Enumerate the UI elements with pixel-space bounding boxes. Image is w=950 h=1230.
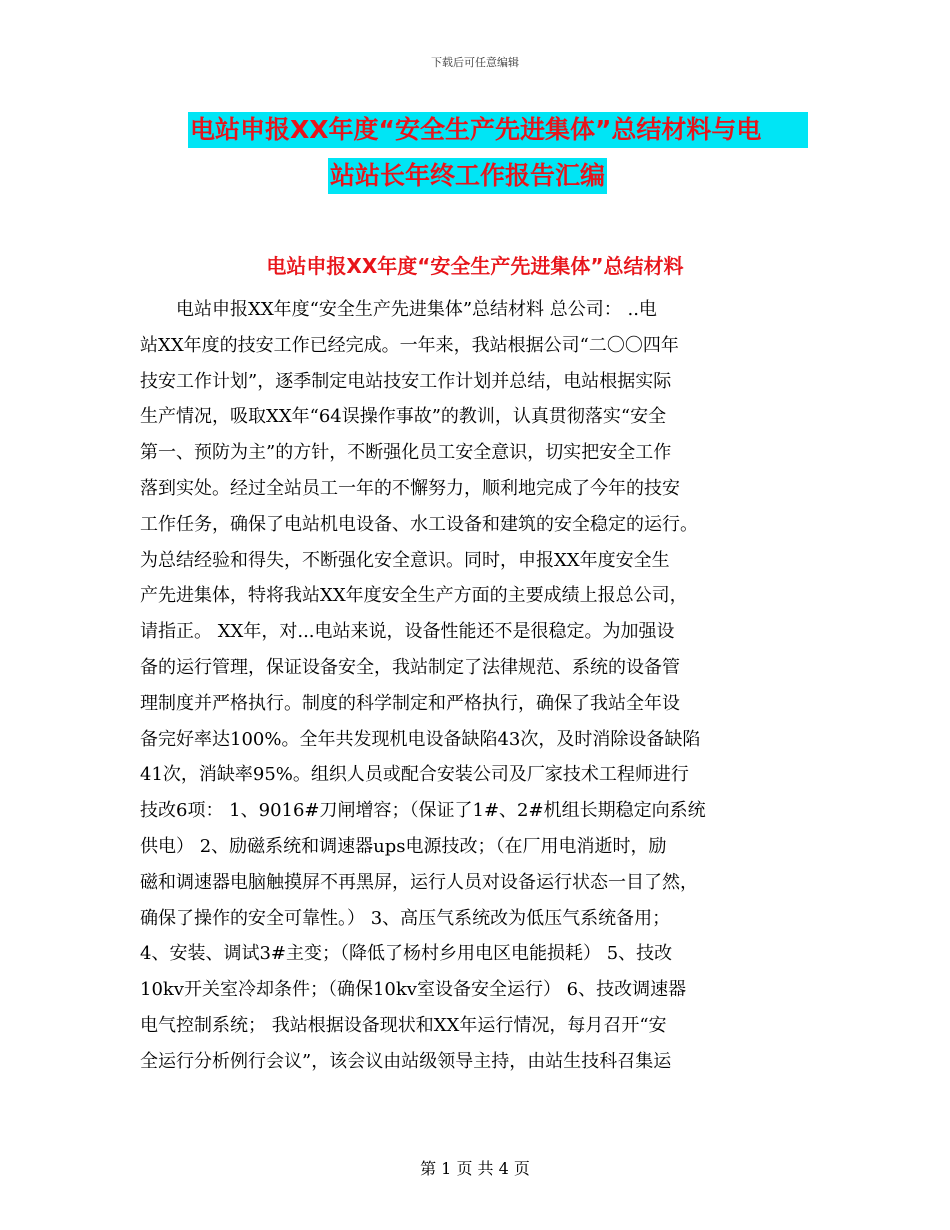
body-line: 理制度并严格执行。制度的科学制定和严格执行，确保了我站全年设 [140, 692, 680, 714]
body-line: 41次，消缺率95%。组织人员或配合安装公司及厂家技术工程师进行 [140, 764, 689, 786]
body-line: 备的运行管理，保证设备安全，我站制定了法律规范、系统的设备管 [140, 656, 680, 678]
document-title-line-1: 电站申报XX年度“安全生产先进集体”总结材料与电 [188, 112, 808, 148]
body-line: 4、安装、调试3#主变；（降低了杨村乡用电区电能损耗） 5、技改 [140, 943, 673, 965]
body-line: 电气控制系统； 我站根据设备现状和XX年运行情况，每月召开“安 [140, 1014, 667, 1036]
body-line: 技安工作计划”，逐季制定电站技安工作计划并总结，电站根据实际 [140, 370, 672, 392]
body-line: 落到实处。经过全站员工一年的不懈努力，顺利地完成了今年的技安 [140, 477, 680, 499]
body-line: 技改6项： 1、9016#刀闸增容；（保证了1#、2#机组长期稳定向系统 [140, 800, 706, 822]
body-line: 第一、预防为主”的方针，不断强化员工安全意识，切实把安全工作 [140, 442, 672, 464]
body-line: 备完好率达100%。全年共发现机电设备缺陷43次，及时消除设备缺陷 [140, 728, 701, 750]
page-footer: 第 1 页 共 4 页 [420, 1159, 530, 1178]
body-text [140, 292, 810, 1080]
body-line: 站XX年度的技安工作已经完成。一年来，我站根据公司“二〇〇四年 [140, 334, 679, 356]
section-title: 电站申报XX年度“安全生产先进集体”总结材料 [266, 254, 684, 278]
body-line: 供电） 2、励磁系统和调速器ups电源技改；（在厂用电消逝时，励 [140, 835, 667, 857]
body-line: 为总结经验和得失，不断强化安全意识。同时，申报XX年度安全生 [140, 549, 670, 571]
body-line: 10kv开关室冷却条件；（确保10kv室设备安全运行） 6、技改调速器 [140, 979, 687, 1001]
header-note: 下载后可任意编辑 [431, 56, 519, 69]
document-title-line-2: 站站长年终工作报告汇编 [328, 158, 607, 194]
body-line: 磁和调速器电脑触摸屏不再黑屏，运行人员对设备运行状态一目了然， [140, 871, 698, 893]
body-line: 工作任务，确保了电站机电设备、水工设备和建筑的安全稳定的运行。 [140, 513, 698, 535]
body-line: 产先进集体，特将我站XX年度安全生产方面的主要成绩上报总公司， [140, 585, 688, 607]
body-line: 生产情况，吸取XX年“64误操作事故”的教训，认真贯彻落实“安全 [140, 406, 667, 428]
body-line: 全运行分析例行会议”，该会议由站级领导主持，由站生技科召集运 [140, 1050, 672, 1072]
body-line: 确保了操作的安全可靠性。） 3、高压气系统改为低压气系统备用； [140, 907, 671, 929]
body-line: 请指正。 XX年，对...电站来说，设备性能还不是很稳定。为加强设 [140, 621, 675, 643]
body-line: 电站申报XX年度“安全生产先进集体”总结材料 总公司： ..电 [140, 299, 657, 320]
